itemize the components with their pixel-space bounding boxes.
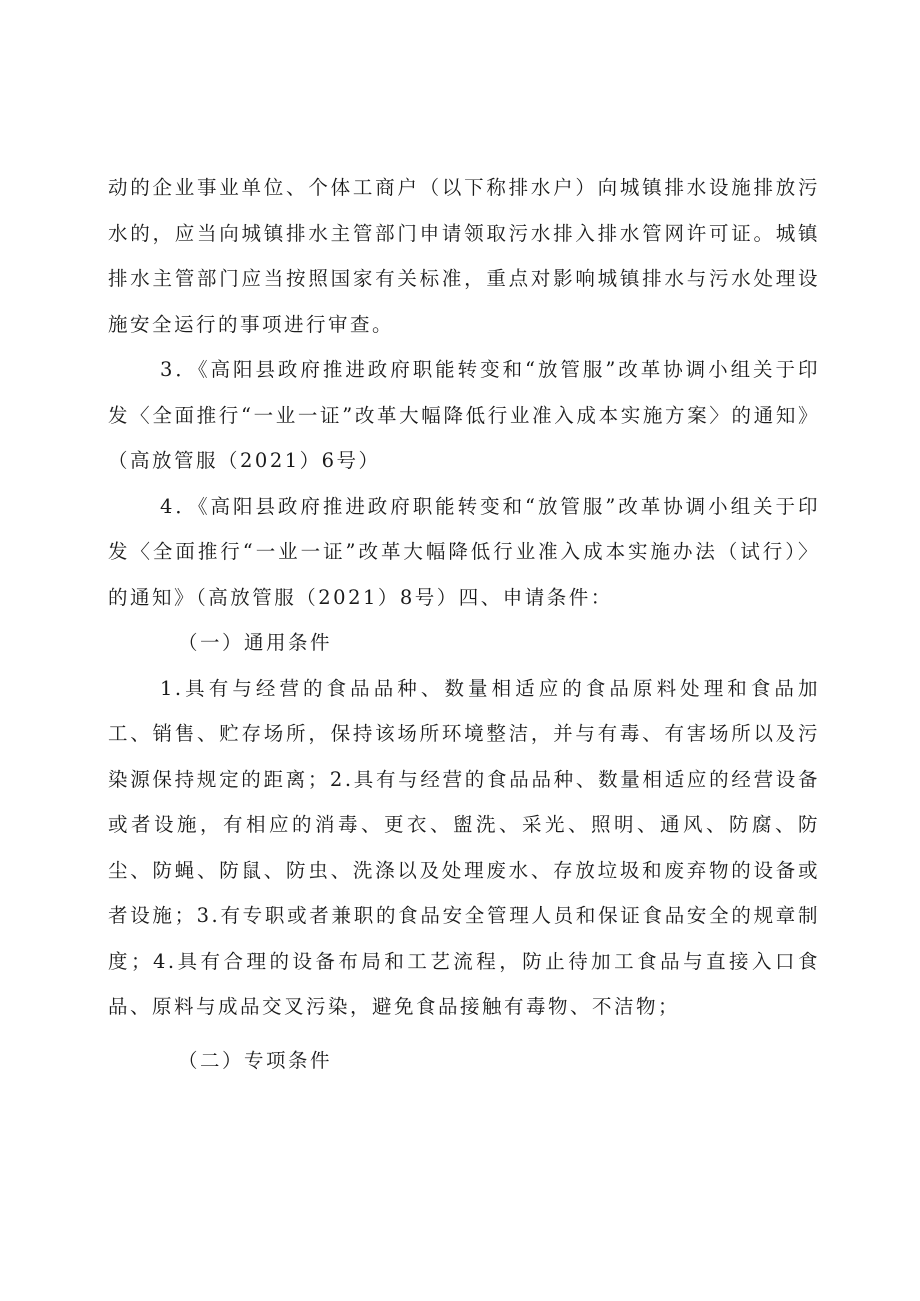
paragraph-drainage-permit: 动的企业事业单位、个体工商户（以下称排水户）向城镇排水设施排放污水的，应当向城镇排水主管部门申请领取污水排入排水管网许可证。城镇排水主管部门应当按照国家有关标准，重点对影响城镇排水与污水处理设施安全运行的事项进行审查。 (108, 176, 820, 336)
paragraph-general-conditions: 1.具有与经营的食品品种、数量相适应的食品原料处理和食品加工、销售、贮存场所，保持该场所环境整洁，并与有毒、有害场所以及污染源保持规定的距离；2.具有与经营的食品品种、数量相适应的经营设备或者设施，有相应的消毒、更衣、盥洗、采光、照明、通风、防腐、防尘、防蝇、防鼠、防虫、洗涤以及处理废水、存放垃圾和废弃物的设备或者设施；3.有专职或者兼职的食品安全管理人员和保证食品安全的规章制度；4.具有合理的设备布局和工艺流程，防止待加工食品与直接入口食品、原料与成品交叉污染，避免食品接触有毒物、不洁物； (108, 676, 820, 1018)
section-heading-special-conditions: （二）专项条件 (178, 1048, 333, 1072)
document-body (108, 165, 820, 1083)
paragraph-reference-3: 3．《高阳县政府推进政府职能转变和“放管服”改革协调小组关于印发〈全面推行“一业一证”改革大幅降低行业准入成本实施方案〉的通知》（高放管服（2021）6号） (108, 358, 820, 472)
paragraph-reference-4: 4．《高阳县政府推进政府职能转变和“放管服”改革协调小组关于印发〈全面推行“一业一证”改革大幅降低行业准入成本实施办法（试行）〉的通知》（高放管服（2021）8号）四、申请条件： (108, 494, 820, 609)
section-heading-general-conditions: （一）通用条件 (178, 631, 333, 654)
